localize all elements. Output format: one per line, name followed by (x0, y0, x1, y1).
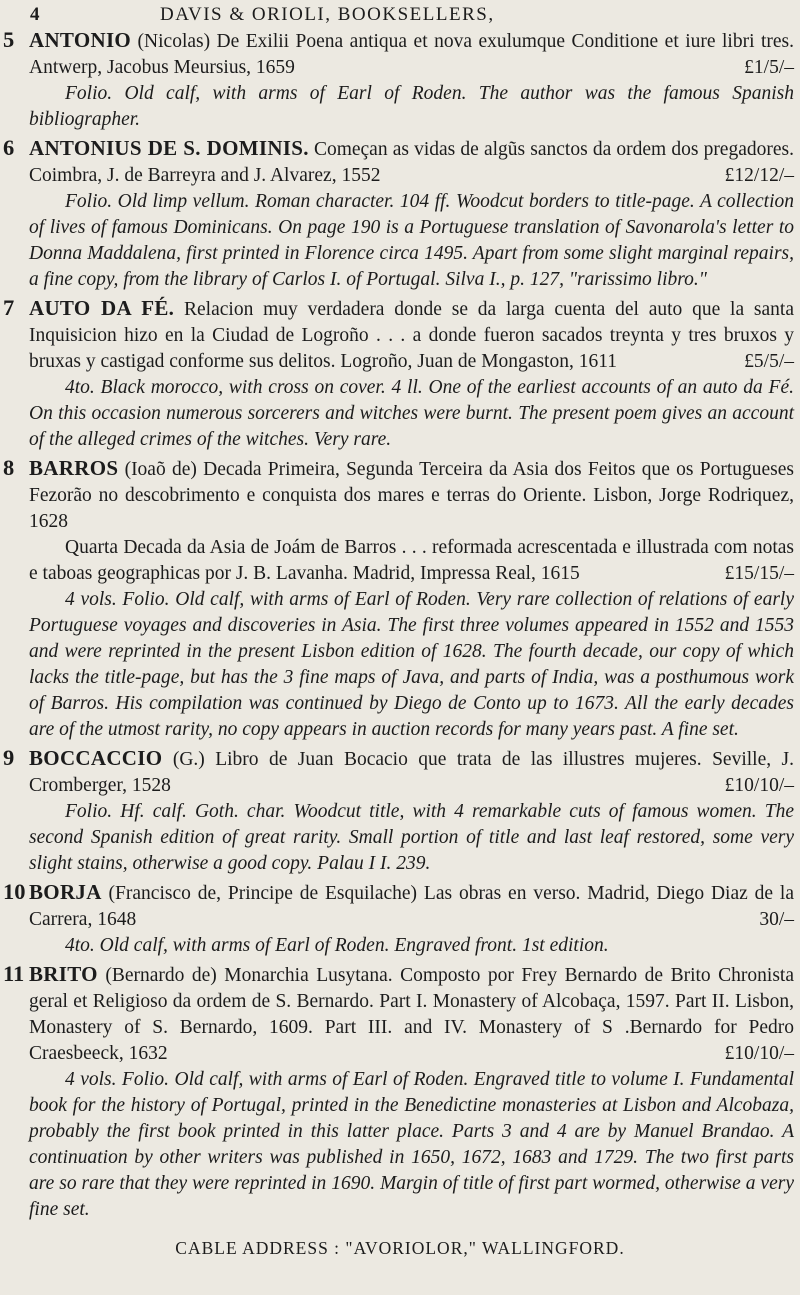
entry-description: Folio. Hf. calf. Goth. char. Woodcut title, with 4 remarkable cuts of famous women. The second Spanish edition of great rarity. Small portion of title and last leaf restored, some very slight stains, otherwise a good copy. Palau I I. 239. (29, 801, 794, 874)
entry-heading: ANTONIUS DE S. DOMINIS. (29, 136, 309, 160)
entry-number: 8 (3, 455, 15, 480)
entry-number: 9 (3, 745, 15, 770)
entry-text: Relacion muy verdadera donde se da larga cuenta del auto que la santa Inquisicion hizo en la Ciudad de Logroño . . . a donde fueron sacados treynta y tres bruxos y bruxas y castigad conforme sus delitos. Logroño, Juan de Mongaston, 1611 (29, 299, 795, 372)
entry-price: £10/10/– (724, 1043, 794, 1064)
entry-text: Começan as vidas de algũs sanctos da ordem dos pregadores. Coimbra, J. de Barreyra and J. Alvarez, 1552 (29, 139, 794, 186)
entry-price: £1/5/– (744, 57, 794, 78)
entry-number: 11 (3, 961, 25, 986)
entry-number: 10 (3, 879, 26, 904)
entry-price: £12/12/– (724, 165, 794, 186)
entry-heading: BOCCACCIO (29, 746, 163, 770)
cable-address-footer: CABLE ADDRESS : "AVORIOLOR," WALLINGFORD. (175, 1238, 625, 1258)
entry-price: £5/5/– (744, 351, 794, 372)
entry-heading: ANTONIO (29, 28, 132, 52)
entry-text: (Ioaõ de) Decada Primeira, Segunda Terceira da Asia dos Feitos que os Portugueses Fezorão no descobrimento e conquista dos mares e terras do Oriente. Lisbon, Jorge Rodriquez, 1628 (29, 459, 794, 532)
entry-text: (Bernardo de) Monarchia Lusytana. Composto por Frey Bernardo de Brito Chronista geral et Religioso da ordem de S. Bernardo. Part I. Monastery of Alcobaça, 1597. Part II. Lisbon, Monastery of S. Bernardo, 1609. Part III. and IV. Monastery of S .Bernardo for Pedro Craesbeeck, 1632 (29, 965, 794, 1064)
entry-number: 6 (3, 135, 15, 160)
entry-price: £10/10/– (724, 775, 794, 796)
entry-price: £15/15/– (724, 563, 794, 584)
entry-description: 4to. Old calf, with arms of Earl of Roden. Engraved front. 1st edition. (65, 935, 609, 956)
running-title: DAVIS & ORIOLI, BOOKSELLERS, (160, 4, 495, 25)
entry-price: 30/– (759, 909, 794, 930)
entry-text-continued: Quarta Decada da Asia de Joám de Barros . . . reformada acrescentada e illustrada com notas e taboas geographicas por J. B. Lavanha. Madrid, Impressa Real, 1615 (29, 537, 794, 584)
entry-heading: BRITO (29, 962, 98, 986)
entry-heading: BARROS (29, 456, 119, 480)
entry-text: (Francisco de, Principe de Esquilache) Las obras en verso. Madrid, Diego Diaz de la Carrera, 1648 (29, 883, 794, 930)
entry-description: 4to. Black morocco, with cross on cover. 4 ll. One of the earliest accounts of an auto da Fé. On this occasion numerous sorcerers and witches were burnt. The present poem gives an account of the alleged crimes of the witches. Very rare. (29, 377, 794, 450)
entry-heading: BORJA (29, 880, 102, 904)
entry-description: Folio. Old calf, with arms of Earl of Roden. The author was the famous Spanish bibliographer. (29, 83, 794, 130)
page-number: 4 (30, 4, 41, 25)
entry-heading: AUTO DA FÉ. (29, 296, 175, 320)
entry-description: 4 vols. Folio. Old calf, with arms of Earl of Roden. Very rare collection of relations of early Portuguese voyages and discoveries in Asia. The first three volumes appeared in 1552 and 1553 and were reprinted in the present Lisbon edition of 1628. The fourth decade, our copy of which lacks the title-page, but has the 3 fine maps of Java, and parts of India, was a posthumous work of Barros. His compilation was continued by Diego de Conto up to 1673. All the early decades are of the utmost rarity, no copy appears in auction records for many years past. A fine set. (29, 589, 794, 740)
entry-number: 7 (3, 295, 15, 320)
entry-text: (G.) Libro de Juan Bocacio que trata de las illustres mujeres. Seville, J. Cromberger, 1528 (29, 749, 794, 796)
entry-description: 4 vols. Folio. Old calf, with arms of Earl of Roden. Engraved title to volume I. Fundamental book for the history of Portugal, printed in the Benedictine monasteries at Lisbon and Alcobaza, probably the first book printed in this latter place. Parts 3 and 4 are by Manuel Brandao. A continuation by other writers was published in 1650, 1672, 1683 and 1729. The two first parts are so rare that they were reprinted in 1690. Margin of title of first part wormed, otherwise a very fine set. (29, 1069, 794, 1220)
entry-text: (Nicolas) De Exilii Poena antiqua et nova exulumque Conditione et iure libri tres. Antwerp, Jacobus Meursius, 1659 (29, 31, 794, 78)
entry-description: Folio. Old limp vellum. Roman character. 104 ff. Woodcut borders to title-page. A collection of lives of famous Dominicans. On page 190 is a Portuguese translation of Savonarola's letter to Donna Maddalena, first printed in Florence circa 1495. Apart from some slight marginal repairs, a fine copy, from the library of Carlos I. of Portugal. Silva I., p. 127, "rarissimo libro." (29, 191, 794, 290)
entry-number: 5 (3, 27, 15, 52)
